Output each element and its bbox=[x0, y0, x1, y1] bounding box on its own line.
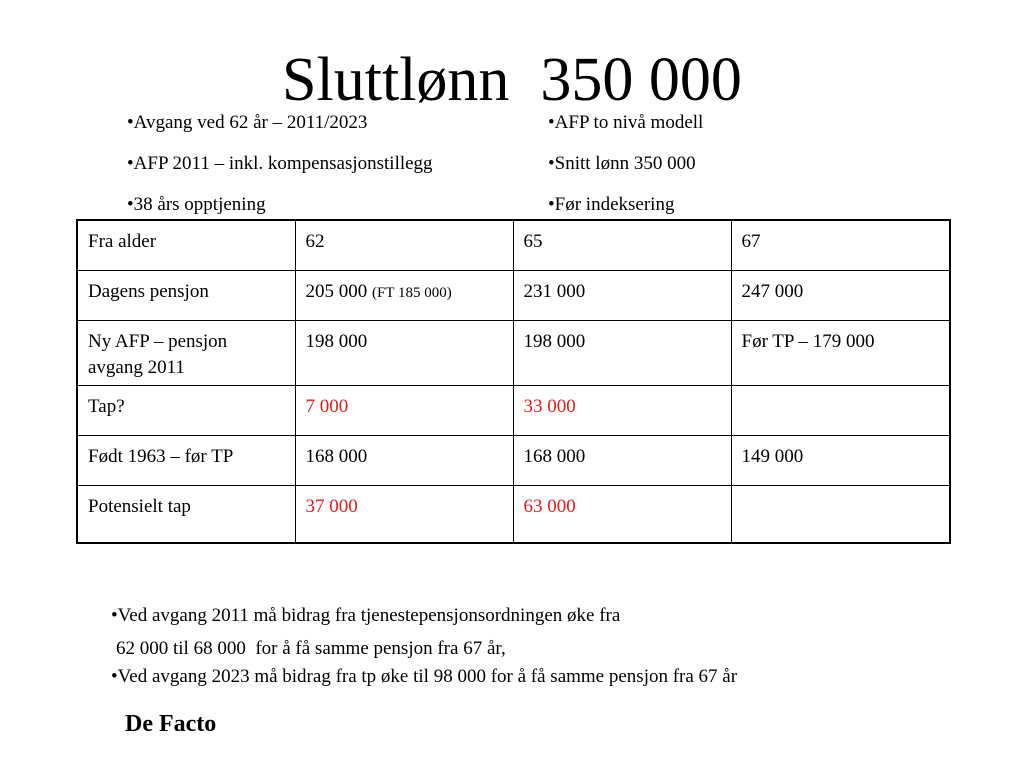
bullet-afp-2011: •AFP 2011 – inkl. kompensasjonstillegg bbox=[127, 153, 433, 174]
row-label-potential-loss: Potensielt tap bbox=[77, 486, 295, 544]
note-2023-contribution: •Ved avgang 2023 må bidrag fra tp øke til 98 000 for å få samme pensjon fra 67 år bbox=[111, 666, 738, 687]
header-cell-62: 62 bbox=[295, 220, 513, 271]
note-2011-contribution: •Ved avgang 2011 må bidrag fra tjenestepensjonsordningen øke fra bbox=[111, 605, 621, 626]
cell-loss-67 bbox=[731, 386, 950, 436]
cell-new-afp-62: 198 000 bbox=[295, 321, 513, 386]
footer-brand: De Facto bbox=[125, 711, 217, 737]
pension-comparison-table bbox=[76, 219, 951, 544]
cell-potential-loss-67 bbox=[731, 486, 950, 544]
cell-born-1963-62: 168 000 bbox=[295, 436, 513, 486]
row-label-line: avgang 2011 bbox=[88, 357, 185, 378]
bullet-retirement-age: •Avgang ved 62 år – 2011/2023 bbox=[127, 112, 368, 133]
cell-current-pension-67: 247 000 bbox=[731, 271, 950, 321]
cell-potential-loss-65: 63 000 bbox=[513, 486, 731, 544]
cell-new-afp-65: 198 000 bbox=[513, 321, 731, 386]
cell-current-pension-62 bbox=[295, 271, 513, 321]
table-row-current-pension bbox=[77, 271, 950, 321]
row-label-born-1963: Født 1963 – før TP bbox=[77, 436, 295, 486]
cell-loss-65: 33 000 bbox=[513, 386, 731, 436]
cell-born-1963-67: 149 000 bbox=[731, 436, 950, 486]
cell-current-pension-65: 231 000 bbox=[513, 271, 731, 321]
cell-potential-loss-62: 37 000 bbox=[295, 486, 513, 544]
bullet-earning-years: •38 års opptjening bbox=[127, 194, 266, 215]
table-header-row bbox=[77, 220, 950, 271]
header-cell-67: 67 bbox=[731, 220, 950, 271]
cell-value: 205 000 bbox=[305, 281, 368, 302]
table-row-new-afp bbox=[77, 321, 950, 386]
cell-new-afp-67: Før TP – 179 000 bbox=[731, 321, 950, 386]
cell-loss-62: 7 000 bbox=[295, 386, 513, 436]
note-2011-contribution-continued: 62 000 til 68 000 for å få samme pensjon fra 67 år, bbox=[116, 638, 506, 659]
slide-title: Sluttlønn 350 000 bbox=[282, 46, 742, 114]
row-label-new-afp bbox=[77, 321, 295, 386]
ft-note: (FT 185 000) bbox=[372, 285, 452, 301]
table-row-loss bbox=[77, 386, 950, 436]
row-label-current-pension: Dagens pensjon bbox=[77, 271, 295, 321]
table-row-born-1963 bbox=[77, 436, 950, 486]
bullet-before-indexing: •Før indeksering bbox=[548, 194, 675, 215]
row-label-loss: Tap? bbox=[77, 386, 295, 436]
bullet-average-salary: •Snitt lønn 350 000 bbox=[548, 153, 696, 174]
bullet-afp-model: •AFP to nivå modell bbox=[548, 112, 704, 133]
header-cell-from-age: Fra alder bbox=[77, 220, 295, 271]
cell-born-1963-65: 168 000 bbox=[513, 436, 731, 486]
header-cell-65: 65 bbox=[513, 220, 731, 271]
row-label-line: Ny AFP – pensjon bbox=[88, 331, 228, 352]
table-row-potential-loss bbox=[77, 486, 950, 544]
